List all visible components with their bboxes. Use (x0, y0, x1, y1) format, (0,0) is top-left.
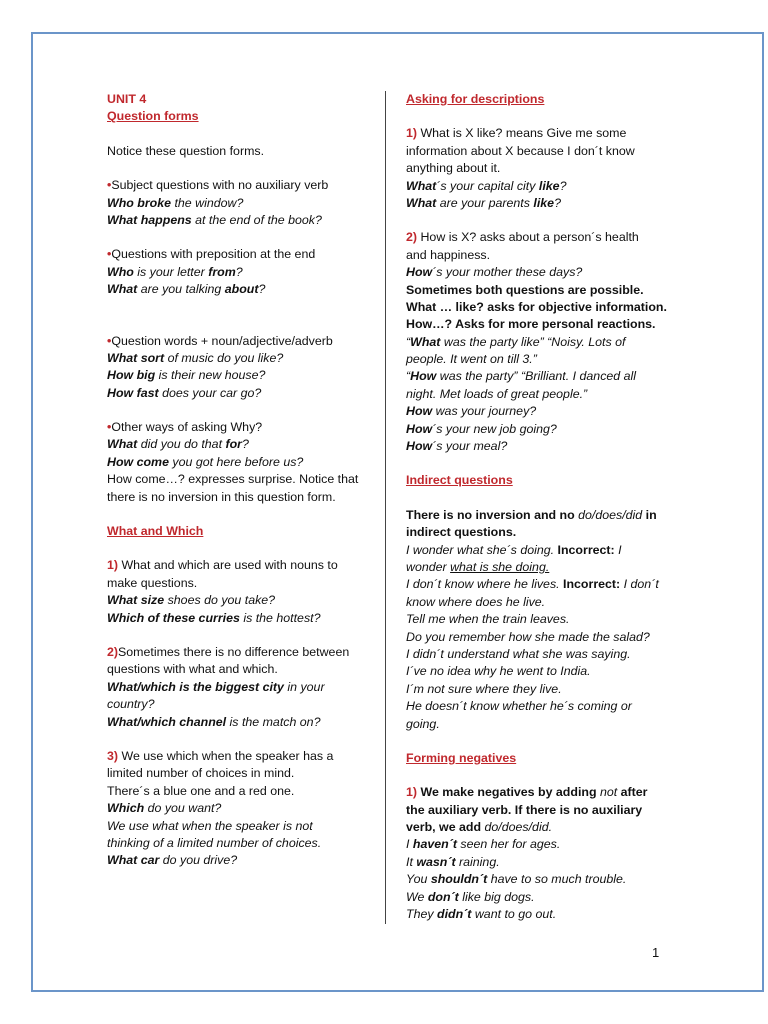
example-keyword: How fast (107, 385, 159, 400)
body-line: anything about it. (406, 161, 501, 176)
body-line (406, 507, 668, 524)
example-line (406, 368, 668, 385)
example-line (406, 854, 668, 871)
body-text: What and which are used with nouns to (118, 558, 338, 573)
example-line (406, 889, 668, 906)
example-text: does your car go? (158, 385, 262, 400)
example-keyword: What/which is the biggest city (107, 679, 284, 694)
example-line (107, 350, 372, 367)
example-keyword: How (406, 439, 433, 454)
example-text: have to so much trouble. (487, 872, 627, 887)
body-line: questions with what and which. (107, 662, 278, 677)
example-text: ´s your meal? (432, 439, 508, 454)
example-keyword: didn´t (437, 907, 472, 922)
page-number: 1 (652, 945, 660, 960)
example-line (406, 438, 668, 455)
unit-label: UNIT 4 (107, 92, 147, 106)
example-text: ´s your mother these days? (432, 265, 583, 280)
subject-questions-heading (107, 177, 372, 194)
bullet-icon: • (107, 333, 112, 348)
body-line (107, 557, 372, 574)
point-number: 2) (107, 644, 119, 659)
example-line (406, 576, 668, 593)
body-text: in (642, 507, 657, 522)
body-line: limited number of choices in mind. (107, 766, 295, 781)
body-line: indirect questions. (406, 525, 517, 540)
example-keyword: Who broke (107, 195, 172, 210)
example-keyword: What size (107, 593, 165, 608)
example-line (107, 679, 372, 696)
body-italic: do/does/did (578, 507, 643, 522)
example-line: Tell me when the train leaves. (406, 612, 570, 627)
example-text: did you do that (137, 437, 226, 452)
example-line (107, 195, 372, 212)
example-keyword: What (406, 178, 437, 193)
example-line: Do you remember how she made the salad? (406, 629, 650, 644)
body-text: after (617, 785, 648, 800)
example-text: ? (258, 282, 266, 297)
question-words-heading (107, 333, 372, 350)
example-text: They (406, 907, 437, 922)
example-keyword: What (107, 282, 138, 297)
body-text: What is X like? means Give me some (417, 126, 627, 141)
example-keyword: How (410, 369, 437, 384)
example-line (406, 906, 668, 923)
example-line (107, 264, 372, 281)
example-keyword: What (107, 437, 138, 452)
example-text: I (406, 837, 413, 852)
example-text: is their new house? (155, 368, 266, 383)
body-line (406, 819, 668, 836)
body-line: information about X because I don´t know (406, 143, 635, 158)
example-line (107, 592, 372, 609)
example-text: You (406, 872, 431, 887)
example-line: know where does he live. (406, 594, 546, 609)
example-text: is the match on? (226, 714, 321, 729)
column-divider (385, 91, 386, 924)
example-line: night. Met loads of great people.” (406, 386, 588, 401)
example-text: “ (406, 334, 411, 349)
point-number: 1) (406, 126, 418, 141)
example-line (107, 610, 372, 627)
example-line: I´ve no idea why he went to India. (406, 664, 591, 679)
example-text: I don´t know where he lives. (406, 577, 564, 592)
body-line (107, 644, 372, 661)
example-keyword: like (533, 195, 555, 210)
body-text: We make negatives by adding (417, 785, 600, 800)
example-line: thinking of a limited number of choices. (107, 835, 322, 850)
example-keyword: Which (107, 801, 145, 816)
example-keyword: How (406, 265, 433, 280)
example-keyword: from (208, 264, 236, 279)
example-keyword: What (410, 334, 441, 349)
example-text: ? (554, 195, 561, 210)
example-line (107, 367, 372, 384)
heading-text: Questions with preposition at the end (111, 247, 316, 262)
example-text: at the end of the book? (191, 212, 322, 227)
point-number: 3) (107, 748, 119, 763)
example-line (406, 559, 668, 576)
example-text: It (406, 854, 417, 869)
section-title-asking-for-descriptions: Asking for descriptions (406, 92, 545, 106)
example-text: was the party like” “Noisy. Lots of (440, 334, 626, 349)
heading-text: Other ways of asking Why? (111, 420, 263, 435)
body-line: How…? Asks for more personal reactions. (406, 317, 656, 332)
example-keyword: What sort (107, 350, 165, 365)
example-line (406, 403, 668, 420)
point-number: 2) (406, 230, 418, 245)
section-title-what-and-which: What and Which (107, 524, 204, 539)
body-line: Sometimes both questions are possible. (406, 282, 644, 297)
example-text: is your letter (133, 264, 209, 279)
example-text: you got here before us? (168, 454, 304, 469)
body-line: the auxiliary verb. If there is no auxiliary (406, 802, 643, 817)
example-text: wonder (406, 559, 451, 574)
example-line (406, 195, 668, 212)
right-column (406, 91, 668, 923)
example-line (406, 178, 668, 195)
example-keyword: shouldn´t (430, 872, 488, 887)
body-text: We use which when the speaker has a (118, 748, 334, 763)
example-line (406, 542, 668, 559)
example-text: is the hottest? (239, 610, 321, 625)
example-underlined: what is she doing. (450, 559, 550, 574)
left-column (107, 91, 372, 870)
body-italic: do/does/did. (484, 820, 553, 835)
example-text: are your parents (436, 195, 534, 210)
body-line (406, 125, 668, 142)
section-title-indirect-questions: Indirect questions (406, 473, 513, 488)
body-line: There´s a blue one and a red one. (107, 783, 295, 798)
example-text: do you drive? (159, 853, 238, 868)
example-text: ´s your capital city (436, 178, 539, 193)
example-line (107, 800, 372, 817)
example-keyword: wasn´t (416, 854, 456, 869)
body-line: What … like? asks for objective information. (406, 299, 667, 314)
example-text: in your (283, 679, 325, 694)
example-line: I´m not sure where they live. (406, 681, 562, 696)
heading-text: Question words + noun/adjective/adverb (111, 333, 333, 348)
bullet-icon: • (107, 420, 112, 435)
body-line: make questions. (107, 575, 198, 590)
example-line (406, 334, 668, 351)
example-line: going. (406, 716, 440, 731)
example-keyword: How (406, 404, 433, 419)
point-number: 1) (107, 558, 119, 573)
example-text: raining. (455, 854, 500, 869)
example-keyword: What happens (107, 212, 192, 227)
example-text: “ (406, 369, 411, 384)
example-line (107, 714, 372, 731)
example-text: was your journey? (432, 404, 537, 419)
example-text: shoes do you take? (164, 593, 276, 608)
example-text: I don´t (620, 577, 659, 592)
example-text: the window? (171, 195, 244, 210)
example-keyword: like (538, 178, 560, 193)
example-line (406, 421, 668, 438)
example-text: I wonder what she´s doing. (406, 542, 558, 557)
example-text: I (614, 542, 622, 557)
example-line: He doesn´t know whether he´s coming or (406, 699, 632, 714)
example-text: of music do you like? (164, 350, 284, 365)
body-text: There is no inversion and no (406, 507, 579, 522)
example-text: want to go out. (471, 907, 557, 922)
body-line (107, 748, 372, 765)
example-line: We use what when the speaker is not (107, 818, 313, 833)
section-title-question-forms: Question forms (107, 109, 199, 124)
example-keyword: Which of these curries (107, 610, 240, 625)
example-text: seen her for ages. (456, 837, 561, 852)
example-text: ? (242, 437, 249, 452)
example-line (107, 436, 372, 453)
example-text: was the party” “Brilliant. I danced all (436, 369, 637, 384)
example-line: I didn´t understand what she was saying. (406, 646, 631, 661)
example-line (107, 281, 372, 298)
bullet-icon: • (107, 247, 112, 262)
section-title-forming-negatives: Forming negatives (406, 750, 517, 765)
intro-text: Notice these question forms. (107, 143, 265, 158)
preposition-heading (107, 246, 372, 263)
example-line (107, 852, 372, 869)
example-text: do you want? (144, 801, 222, 816)
incorrect-label: Incorrect: (563, 577, 621, 592)
bullet-icon: • (107, 178, 112, 193)
example-line: country? (107, 697, 155, 712)
body-line (406, 229, 668, 246)
example-keyword: How come (107, 454, 169, 469)
example-keyword: for (225, 437, 242, 452)
example-text: ? (235, 264, 243, 279)
example-line (107, 385, 372, 402)
example-line (406, 264, 668, 281)
other-ways-heading (107, 419, 372, 436)
example-keyword: What/which channel (107, 714, 227, 729)
example-text: We (406, 889, 428, 904)
heading-text: Subject questions with no auxiliary verb (111, 178, 329, 193)
body-italic: not (599, 785, 618, 800)
example-text: ´s your new job going? (432, 421, 557, 436)
example-keyword: How big (107, 368, 156, 383)
body-line: and happiness. (406, 247, 491, 262)
incorrect-label: Incorrect: (557, 542, 615, 557)
example-keyword: What car (107, 853, 160, 868)
note-line: How come…? expresses surprise. Notice that (107, 472, 359, 487)
example-line (107, 454, 372, 471)
body-text: verb, we add (406, 820, 485, 835)
example-line: people. It went on till 3.” (406, 352, 537, 367)
body-text: How is X? asks about a person´s health (417, 230, 639, 245)
body-line (406, 784, 668, 801)
example-keyword: haven´t (412, 837, 457, 852)
example-keyword: about (224, 282, 259, 297)
example-keyword: don´t (427, 889, 459, 904)
example-text: are you talking (137, 282, 225, 297)
point-number: 1) (406, 785, 418, 800)
note-line: there is no inversion in this question form. (107, 489, 336, 504)
example-keyword: What (406, 195, 437, 210)
example-keyword: Who (107, 264, 134, 279)
example-text: ? (559, 178, 567, 193)
example-text: like big dogs. (458, 889, 535, 904)
example-line (406, 836, 668, 853)
example-line (406, 871, 668, 888)
example-keyword: How (406, 421, 433, 436)
example-line (107, 212, 372, 229)
body-text: Sometimes there is no difference between (118, 644, 350, 659)
